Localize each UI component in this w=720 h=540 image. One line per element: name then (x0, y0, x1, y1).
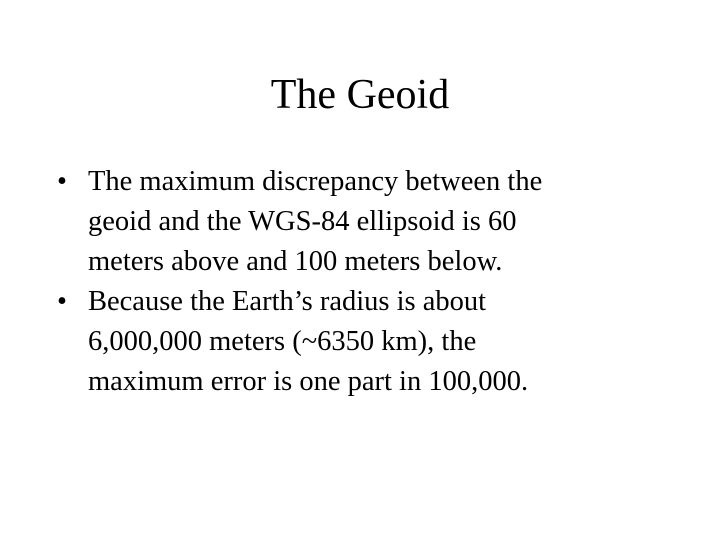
bullet-1-line-2: geoid and the WGS-84 ellipsoid is 60 (88, 206, 517, 237)
bullet-list (57, 162, 657, 402)
slide-title: The Geoid (270, 72, 450, 118)
bullet-icon: • (57, 286, 67, 317)
bullet-2-line-3: maximum error is one part in 100,000. (88, 366, 529, 397)
bullet-item-2 (57, 282, 657, 402)
bullet-1-line-3: meters above and 100 meters below. (88, 246, 503, 277)
bullet-2-line-2: 6,000,000 meters (~6350 km), the (88, 326, 477, 357)
bullet-item-1 (57, 162, 657, 282)
bullet-1-line-1: The maximum discrepancy between the (88, 166, 543, 197)
bullet-2-line-1: Because the Earth’s radius is about (88, 286, 487, 317)
bullet-icon: • (57, 166, 67, 197)
